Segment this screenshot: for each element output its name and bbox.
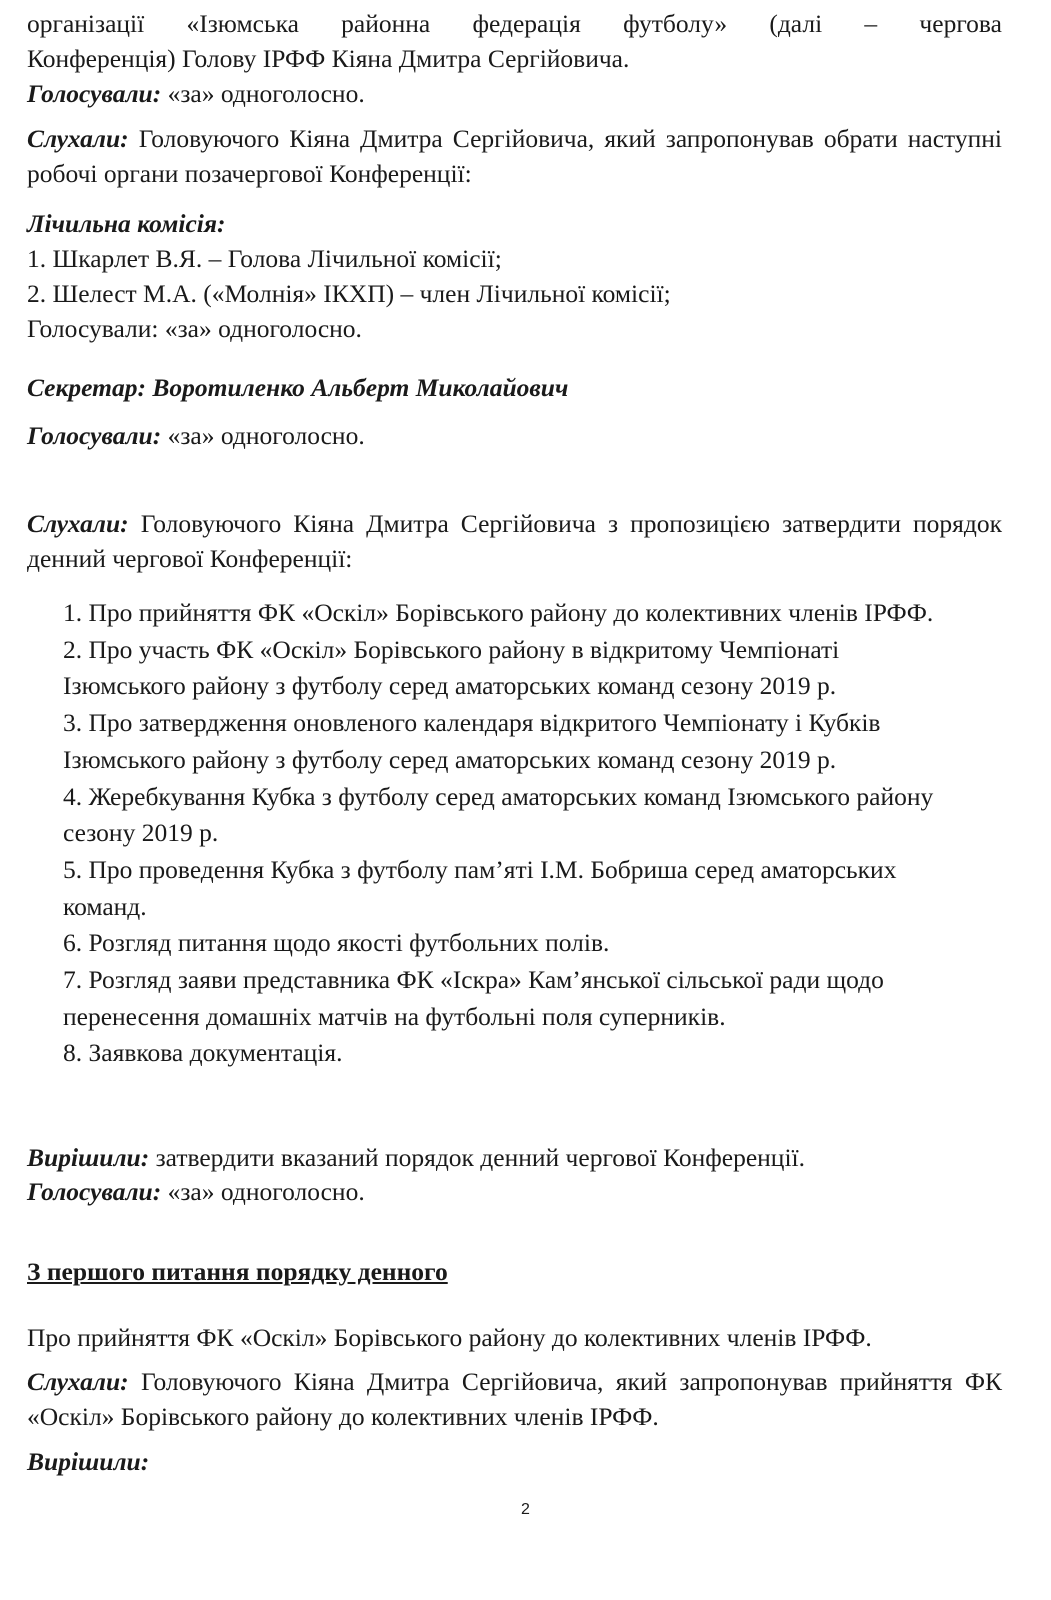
counting-commission [27, 206, 1002, 346]
counting-commission-heading: Лічильна комісія: [27, 209, 226, 238]
word: футболу» [623, 9, 728, 38]
section-heading [27, 1254, 1002, 1289]
heard-text: Головуючого Кіяна Дмитра Сергійовича, який запропонував прийняття ФК «Оскіл» Борівського району до колективних членів ІРФФ. [27, 1367, 1002, 1431]
commission-vote: Голосували: «за» одноголосно. [27, 314, 362, 343]
decided-line-1 [27, 1140, 1002, 1175]
vote-text: «за» одноголосно. [161, 79, 365, 108]
vote-line-3 [27, 1174, 1002, 1209]
vote-label: Голосували: [27, 79, 162, 108]
section-topic: Про прийняття ФК «Оскіл» Борівського району до колективних членів ІРФФ. [27, 1323, 872, 1352]
agenda-item: 2. Про участь ФК «Оскіл» Борівського району в відкритому Чемпіонаті Ізюмського району з футболу серед аматорських команд сезону 2019 р. [63, 634, 840, 701]
intro-line-2: Конференція) Голову ІРФФ Кіяна Дмитра Сергійовича. [27, 44, 630, 73]
decided-label: Вирішили: [27, 1447, 150, 1476]
decided-text: затвердити вказаний порядок денний чергової Конференції. [149, 1143, 805, 1172]
secretary-line: Секретар: Воротиленко Альберт Миколайович [27, 373, 569, 402]
agenda-item: 8. Заявкова документація. [63, 1038, 343, 1068]
vote-label: Голосували: [27, 421, 162, 450]
vote-line-2 [27, 418, 1002, 453]
word: федерація [472, 9, 581, 38]
commission-item: 2. Шелест М.А. («Молнія» ІКХП) – член Лічильної комісії; [27, 279, 671, 308]
agenda-item: 5. Про проведення Кубка з футболу пам’яті І.М. Бобриша серед аматорських команд. [63, 854, 897, 921]
heard-label: Слухали: [27, 509, 129, 538]
heard-text: Головуючого Кіяна Дмитра Сергійовича, який запропонував обрати наступні робочі органи позачергової Конференції: [27, 124, 1002, 188]
heard-label: Слухали: [27, 124, 129, 153]
word: чергова [919, 9, 1002, 38]
intro-paragraph [27, 6, 1002, 76]
agenda-list [63, 595, 963, 1072]
section-heading-text: З першого питання порядку денного [27, 1257, 448, 1286]
agenda-item: 6. Розгляд питання щодо якості футбольних полів. [63, 928, 610, 958]
vote-label: Голосували: [27, 1177, 162, 1206]
agenda-item: 4. Жеребкування Кубка з футболу серед аматорських команд Ізюмського району сезону 2019 р. [63, 781, 934, 848]
agenda-item: 1. Про прийняття ФК «Оскіл» Борівського району до колективних членів ІРФФ. [63, 598, 934, 627]
decided-line-2 [27, 1444, 1002, 1479]
agenda-item: 7. Розгляд заяви представника ФК «Іскра» Кам’янської сільської ради щодо перенесення домашніх матчів на футбольні поля суперників. [63, 965, 884, 1031]
word: організації [27, 9, 145, 38]
heard-paragraph-3 [27, 1364, 1002, 1434]
word: (далі [769, 9, 823, 38]
heard-paragraph-1 [27, 121, 1002, 191]
commission-item: 1. Шкарлет В.Я. – Голова Лічильної комісії; [27, 244, 502, 273]
agenda-item: 3. Про затвердження оновленого календаря відкритого Чемпіонату і Кубків Ізюмського району з футболу серед аматорських команд сезону 2019 р. [63, 708, 881, 774]
word: районна [341, 9, 431, 38]
word: – [864, 9, 878, 38]
heard-text: Головуючого Кіяна Дмитра Сергійовича з пропозицією затвердити порядок денний чергової Конференції: [27, 509, 1002, 573]
vote-text: «за» одноголосно. [161, 421, 365, 450]
vote-text: «за» одноголосно. [161, 1177, 365, 1206]
heard-paragraph-2 [27, 506, 1002, 576]
word: «Ізюмська [186, 9, 299, 38]
decided-label: Вирішили: [27, 1143, 150, 1172]
heard-label: Слухали: [27, 1367, 129, 1396]
intro-line-1 [27, 6, 1002, 41]
vote-line-1 [27, 76, 1002, 111]
page-number: 2 [521, 1501, 530, 1518]
